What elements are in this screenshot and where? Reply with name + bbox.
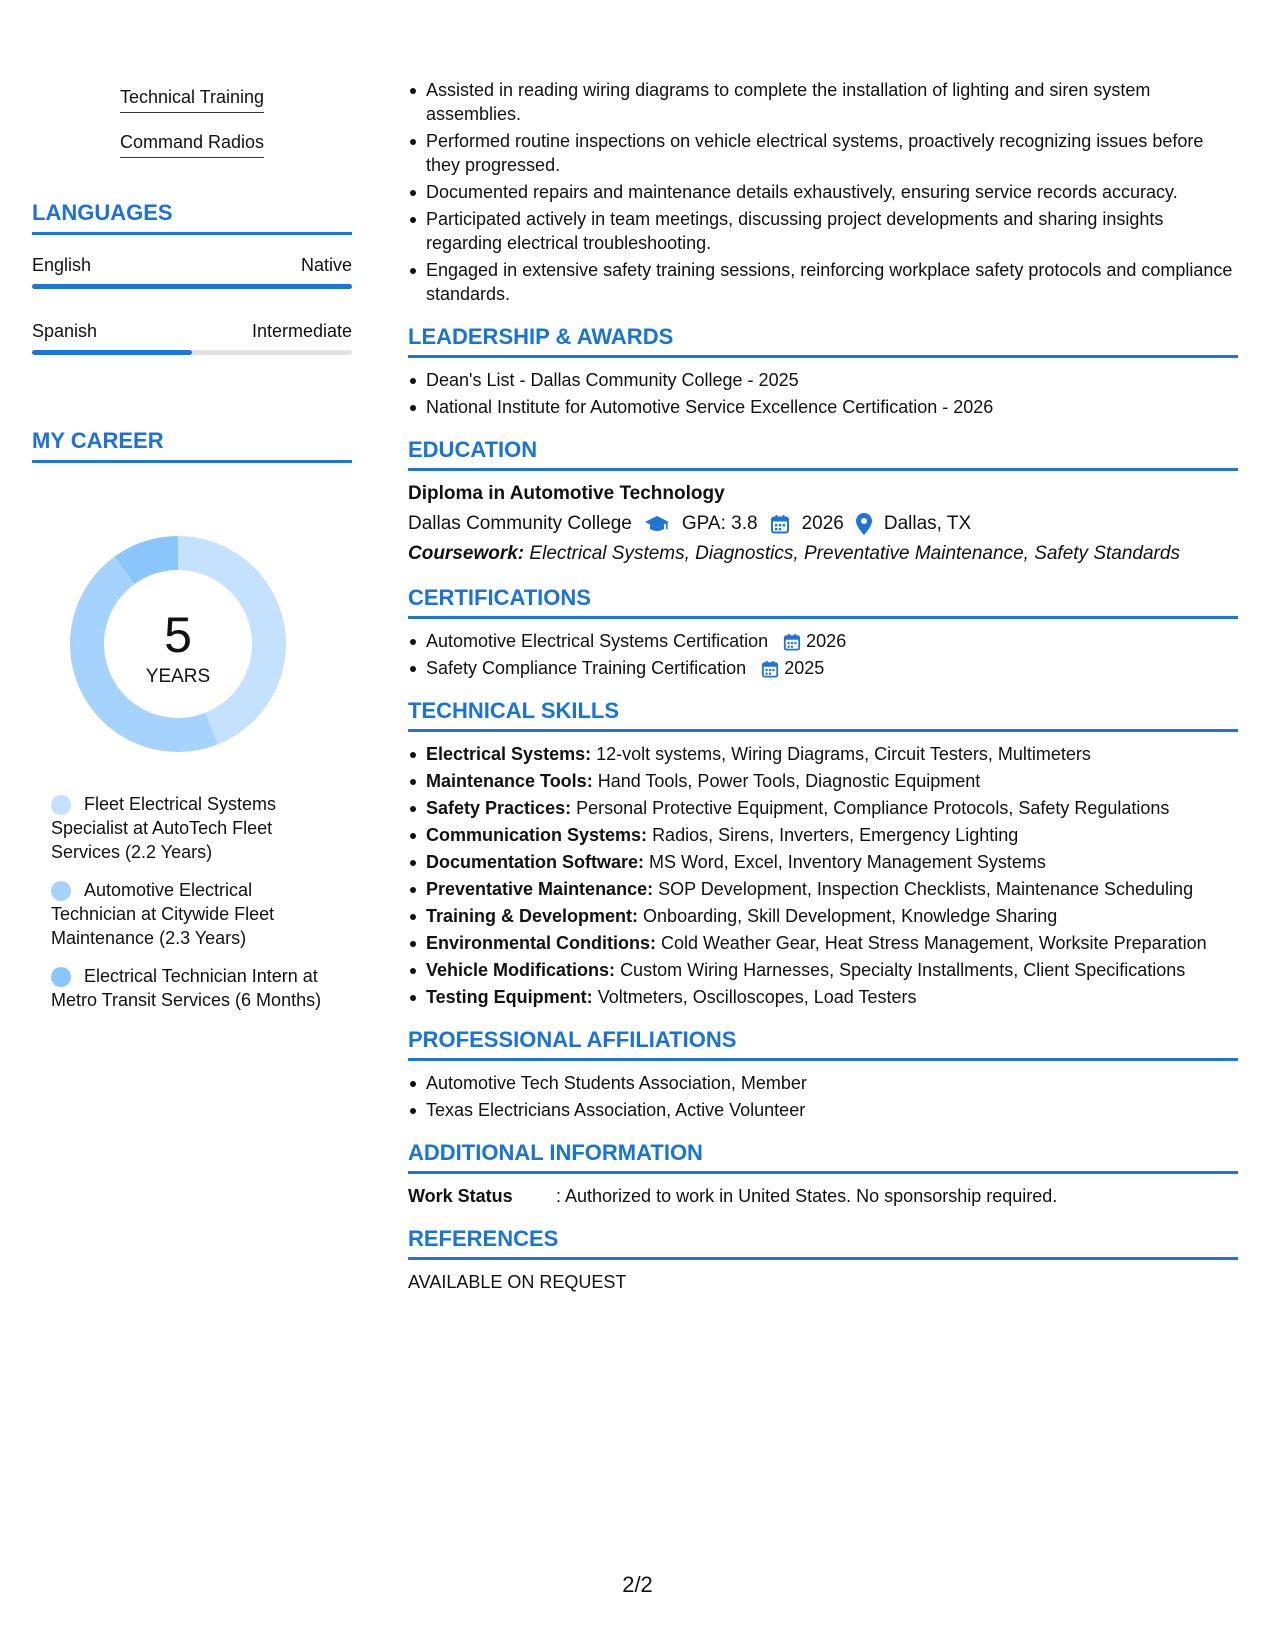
skill-tag: Command Radios (120, 131, 264, 158)
language-proficiency-fill (32, 350, 192, 355)
skill-item (426, 931, 1238, 955)
language-level: Intermediate (251, 321, 352, 341)
skill-item (426, 796, 1238, 820)
skill-item (426, 823, 1238, 847)
skill-value: 12-volt systems, Wiring Diagrams, Circuit Testers, Multimeters (596, 744, 1091, 764)
skill-item (426, 904, 1238, 928)
skill-label: Safety Practices: (426, 798, 572, 818)
language-proficiency-bar (32, 284, 352, 289)
work-status-label: Work Status (408, 1186, 513, 1206)
skill-tag: Technical Training (120, 86, 264, 113)
skill-label: Communication Systems: (426, 825, 648, 845)
affiliation-item: Texas Electricians Association, Active Volunteer (426, 1098, 1238, 1122)
language-level: Native (300, 255, 352, 275)
donut-segment (70, 557, 218, 752)
skill-label: Preventative Maintenance: (426, 879, 654, 899)
education-heading: EDUCATION (408, 437, 1238, 471)
donut-segment (178, 536, 286, 744)
skill-value: Personal Protective Equipment, Compliance Protocols, Safety Regulations (576, 798, 1170, 818)
skill-label: Maintenance Tools: (426, 771, 593, 791)
skill-label: Environmental Conditions: (426, 933, 657, 953)
certification-year: 2025 (784, 658, 825, 678)
skill-label: Vehicle Modifications: (426, 960, 616, 980)
affiliation-item: Automotive Tech Students Association, Member (426, 1071, 1238, 1095)
skill-value: Cold Weather Gear, Heat Stress Management, Worksite Preparation (661, 933, 1207, 953)
leadership-item: Dean's List - Dallas Community College - 2025 (426, 368, 1238, 392)
career-item (51, 792, 341, 864)
references-heading: REFERENCES (408, 1226, 1238, 1260)
language-row (32, 320, 352, 342)
language-row (32, 254, 352, 276)
education-location: Dallas, TX (883, 513, 972, 534)
skill-value: Radios, Sirens, Inverters, Emergency Lighting (652, 825, 1019, 845)
technical-skills-heading: TECHNICAL SKILLS (408, 698, 1238, 732)
languages-heading: LANGUAGES (32, 200, 352, 235)
language-proficiency-bar (32, 350, 352, 355)
career-legend-dot (51, 795, 71, 815)
career-total-unit: YEARS (145, 666, 211, 687)
skill-item (426, 877, 1238, 901)
skill-value: Custom Wiring Harnesses, Specialty Installments, Client Specifications (620, 960, 1186, 980)
skill-value: SOP Development, Inspection Checklists, Maintenance Scheduling (658, 879, 1194, 899)
skill-label: Documentation Software: (426, 852, 645, 872)
career-donut-chart (66, 532, 290, 756)
work-status-value: : Authorized to work in United States. No sponsorship required. (556, 1186, 1058, 1206)
experience-bullet: Performed routine inspections on vehicle electrical systems, proactively recognizing issues before they progressed. (426, 129, 1238, 177)
main-content (408, 78, 1238, 1294)
education-coursework (408, 541, 1238, 567)
education-school: Dallas Community College (408, 513, 632, 534)
skill-item (426, 958, 1238, 982)
certification-name: Automotive Electrical Systems Certification (426, 631, 769, 651)
calendar-icon (770, 514, 790, 534)
map-pin-icon (856, 513, 872, 535)
certification-name: Safety Compliance Training Certification (426, 658, 747, 678)
graduation-cap-icon (644, 514, 670, 534)
calendar-icon (783, 633, 801, 651)
education-degree: Diploma in Automotive Technology (408, 483, 725, 504)
career-heading: MY CAREER (32, 428, 352, 463)
certifications-heading: CERTIFICATIONS (408, 585, 1238, 619)
leadership-list (408, 368, 1238, 419)
skill-item (426, 850, 1238, 874)
skill-item (426, 769, 1238, 793)
coursework-label: Coursework: (408, 543, 525, 564)
career-legend-dot (51, 881, 71, 901)
experience-bullets (408, 78, 1238, 306)
technical-skills-list (408, 742, 1238, 1009)
skill-tags (32, 86, 352, 176)
career-item (51, 878, 341, 950)
career-item-text: Electrical Technician Intern at Metro Transit Services (6 Months) (51, 966, 322, 1010)
certification-item (426, 656, 1238, 680)
skill-item (426, 742, 1238, 766)
language-proficiency-fill (32, 284, 352, 289)
career-item (51, 964, 341, 1012)
education-gpa: GPA: 3.8 (681, 513, 758, 534)
references-text: AVAILABLE ON REQUEST (408, 1272, 627, 1292)
certification-item (426, 629, 1238, 653)
work-status-row (408, 1184, 1238, 1208)
experience-bullet: Engaged in extensive safety training sessions, reinforcing workplace safety protocols and compliance standards. (426, 258, 1238, 306)
leadership-item: National Institute for Automotive Service Excellence Certification - 2026 (426, 395, 1238, 419)
education-year: 2026 (801, 513, 844, 534)
experience-bullet: Documented repairs and maintenance details exhaustively, ensuring service records accuracy. (426, 180, 1238, 204)
page-number: 2/2 (622, 1572, 653, 1597)
additional-info-heading: ADDITIONAL INFORMATION (408, 1140, 1238, 1174)
career-item-text: Automotive Electrical Technician at Citywide Fleet Maintenance (2.3 Years) (51, 880, 275, 948)
language-name: English (32, 255, 92, 275)
calendar-icon (761, 660, 779, 678)
career-legend-dot (51, 967, 71, 987)
skill-value: Onboarding, Skill Development, Knowledge Sharing (643, 906, 1058, 926)
career-total-number: 5 (164, 607, 192, 663)
affiliations-heading: PROFESSIONAL AFFILIATIONS (408, 1027, 1238, 1061)
language-name: Spanish (32, 321, 98, 341)
skill-value: Voltmeters, Oscilloscopes, Load Testers (597, 987, 917, 1007)
skill-label: Testing Equipment: (426, 987, 593, 1007)
coursework-text: Electrical Systems, Diagnostics, Preventative Maintenance, Safety Standards (529, 543, 1180, 564)
skill-label: Electrical Systems: (426, 744, 592, 764)
skill-label: Training & Development: (426, 906, 639, 926)
affiliations-list (408, 1071, 1238, 1122)
certification-year: 2026 (806, 631, 847, 651)
career-item-text: Fleet Electrical Systems Specialist at AutoTech Fleet Services (2.2 Years) (51, 794, 277, 862)
experience-bullet: Participated actively in team meetings, discussing project developments and sharing insights regarding electrical troubleshooting. (426, 207, 1238, 255)
education-details (408, 511, 1238, 537)
certifications-list (408, 629, 1238, 680)
skill-value: MS Word, Excel, Inventory Management Systems (649, 852, 1046, 872)
skill-item (426, 985, 1238, 1009)
experience-bullet: Assisted in reading wiring diagrams to complete the installation of lighting and siren system assemblies. (426, 78, 1238, 126)
leadership-heading: LEADERSHIP & AWARDS (408, 324, 1238, 358)
skill-value: Hand Tools, Power Tools, Diagnostic Equipment (597, 771, 981, 791)
career-list (51, 792, 341, 1026)
